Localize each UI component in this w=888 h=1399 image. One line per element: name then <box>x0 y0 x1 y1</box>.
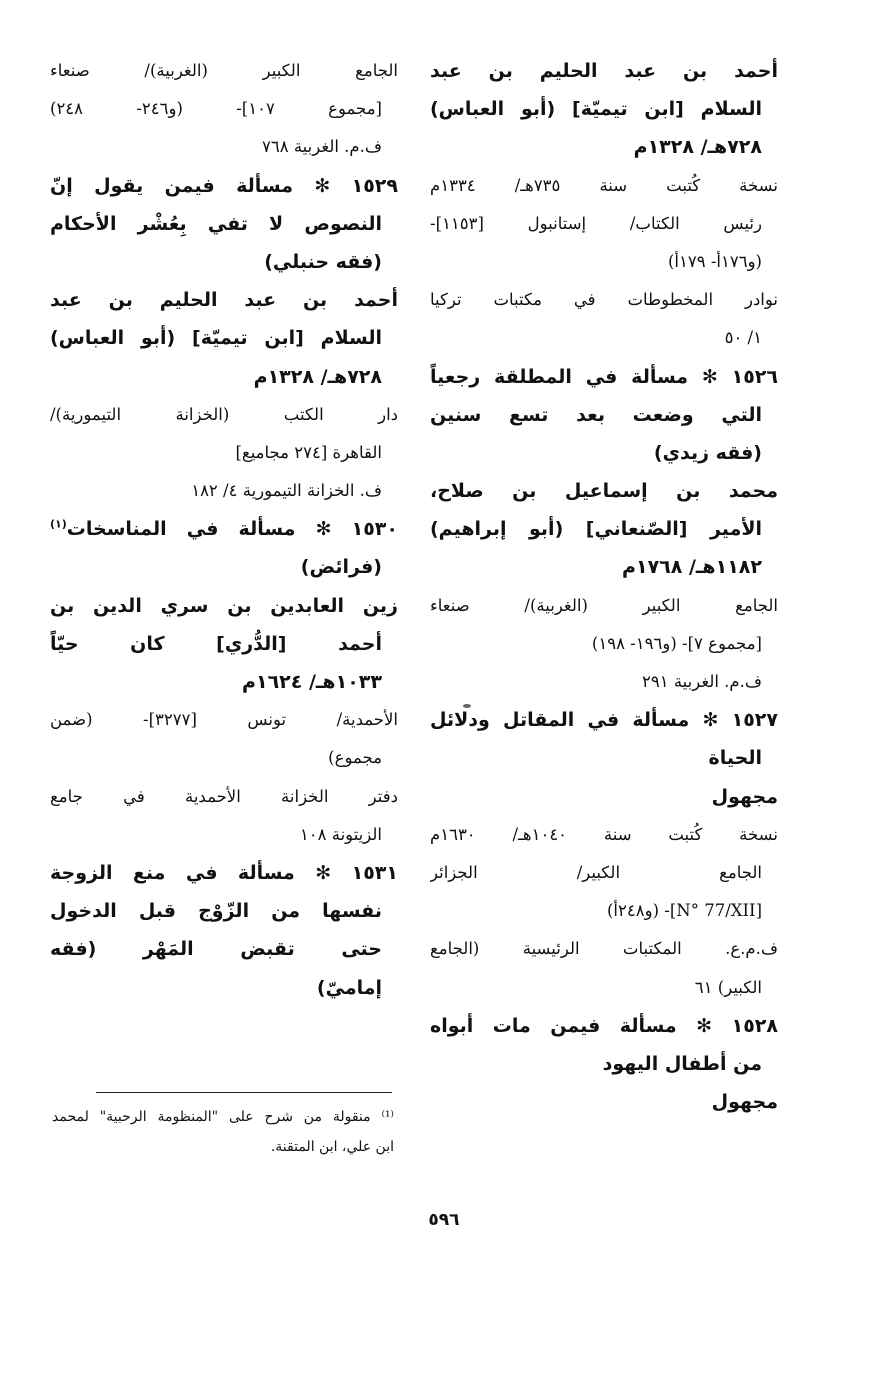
source-line: (و١٧٦أ- ١٧٩أ) <box>667 251 762 271</box>
source-line: دار الكتب (الخزانة التيمورية)/ <box>50 404 398 424</box>
author-line: السلام [ابن تيميّة] (أبو العباس) <box>430 98 762 121</box>
footnote-separator <box>96 1092 392 1093</box>
entry-title-line: النصوص لا تفي بِعُشْر الأحكام <box>50 212 382 235</box>
entry-title-line: ١٥٢٧ ✻ مسألة في المقاتل ودلائل <box>430 709 778 732</box>
source-line: ف.م. الغربية ٢٩١ <box>642 672 762 691</box>
source-line: مجموع) <box>328 748 382 768</box>
page-number: ٥٩٦ <box>428 1210 460 1230</box>
footnote-line: ⁽¹⁾ منقولة من شرح على "المنظومة الرحبية" لمحمد <box>52 1109 394 1125</box>
source-line: دفتر الخزانة الأحمدية في جامع <box>50 786 398 806</box>
left-column <box>50 52 398 1007</box>
source-line: القاهرة [٢٧٤ مجاميع] <box>235 442 382 462</box>
ink-mark <box>463 704 471 708</box>
entry-title-line: ١٥٢٦ ✻ مسألة في المطلقة رجعياً <box>430 365 778 388</box>
author-line: أحمد [الدُّري] كان حيّاً <box>50 632 382 655</box>
source-line: الكبير) ٦١ <box>694 977 762 997</box>
source-line: الجامع الكبير/ الجزائر <box>430 862 762 882</box>
source-line: ف. الخزانة التيمورية ٤/ ١٨٢ <box>191 481 382 501</box>
author-line: أحمد بن عبد الحليم بن عبد <box>430 60 778 82</box>
source-line: الزيتونة ١٠٨ <box>299 824 382 844</box>
author-line: مجهول <box>711 785 778 808</box>
source-line: ١/ ٥٠ <box>724 328 762 348</box>
date-line: ٧٢٨هـ/ ١٣٢٨م <box>253 365 382 388</box>
date-line: ٧٢٨هـ/ ١٣٢٨م <box>633 136 762 159</box>
entry-title-line: التي وضعت بعد تسع سنين <box>430 403 762 426</box>
entry-title-line: نفسها من الزّوْج قبل الدخول <box>50 900 382 923</box>
entry-title-line: الحياة <box>708 747 762 770</box>
entry-title-line: (فرائض) <box>300 556 382 579</box>
author-line: زين العابدين بن سري الدين بن <box>50 594 398 617</box>
author-line: الأمير [الصّنعاني] (أبو إبراهيم) <box>430 518 762 541</box>
author-line: أحمد بن عبد الحليم بن عبد <box>50 289 398 312</box>
source-line: نوادر المخطوطات في مكتبات تركيا <box>430 290 778 310</box>
footnote <box>52 1102 394 1162</box>
entry-title-line: ١٥٣١ ✻ مسألة في منع الزوجة <box>50 861 398 884</box>
entry-title-line: من أطفال اليهود <box>602 1052 762 1075</box>
source-line: نسخة كُتبت سنة ١٠٤٠هـ/ ١٦٣٠م <box>430 824 778 844</box>
source-line: [مجموع ٧]- (و١٩٦- ١٩٨) <box>591 633 762 653</box>
entry-title-line: حتى تقبض المَهْر (فقه <box>50 938 382 961</box>
right-column <box>430 52 778 1121</box>
entry-title-line: إماميّ) <box>316 976 382 999</box>
source-line: ف.م.ع. المكتبات الرئيسية (الجامع <box>430 939 778 959</box>
author-line: مجهول <box>711 1091 778 1114</box>
date-line: ١٠٣٣هـ/ ١٦٢٤م <box>242 671 382 693</box>
entry-title-line: ١٥٢٨ ✻ مسألة فيمن مات أبواه <box>430 1014 778 1037</box>
entry-title-line: (فقه حنبلي) <box>264 250 382 273</box>
author-line: محمد بن إسماعيل بن صلاح، <box>430 480 778 503</box>
footnote-line: ابن علي، ابن المتقنة. <box>270 1139 394 1155</box>
source-line: الجامع الكبير (الغربية)/ صنعاء <box>50 61 398 80</box>
source-line: [N° 77/XII]- (و٢٤٨أ) <box>606 901 762 921</box>
entry-title-line: (فقه زيدي) <box>653 441 762 464</box>
source-line: ف.م. الغربية ٧٦٨ <box>262 137 382 157</box>
footnote-marker: (١) <box>50 517 67 531</box>
source-line: الجامع الكبير (الغربية)/ صنعاء <box>430 595 778 615</box>
source-line: [مجموع ١٠٧]- (و٢٤٦- ٢٤٨) <box>50 99 382 119</box>
entry-title-line: ١٥٢٩ ✻ مسألة فيمن يقول إنّ <box>50 174 398 197</box>
source-line: الأحمدية/ تونس [٣٢٧٧]- (ضمن <box>50 710 398 730</box>
source-line: رئيس الكتاب/ إستانبول [١١٥٣]- <box>430 213 762 233</box>
date-line: ١١٨٢هـ/ ١٧٦٨م <box>622 556 762 579</box>
source-line: نسخة كُتبت سنة ٧٣٥هـ/ ١٣٣٤م <box>430 175 778 195</box>
entry-title-line: ١٥٣٠ ✻ مسألة في المناسخات$^{(١)}$ <box>50 517 398 541</box>
author-line: السلام [ابن تيميّة] (أبو العباس) <box>50 327 382 350</box>
